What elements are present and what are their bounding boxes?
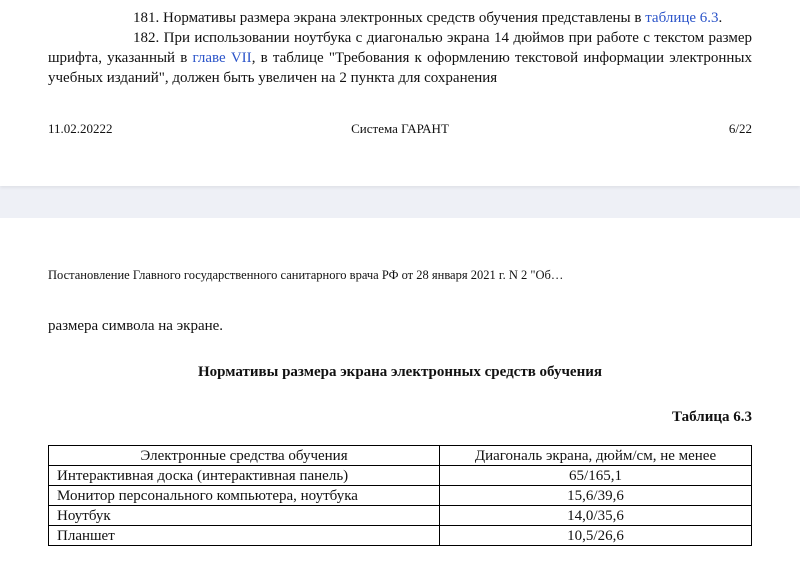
screen-size-norms-table bbox=[48, 445, 752, 546]
table-row bbox=[49, 486, 752, 506]
diagonal-value-cell: 15,6/39,6 bbox=[440, 486, 752, 506]
paragraph-181 bbox=[48, 8, 752, 28]
diagonal-value-cell: 14,0/35,6 bbox=[440, 506, 752, 526]
footer-date: 11.02.20222 bbox=[48, 121, 113, 136]
paragraph-182-text-start: 182. При использовании ноутбука с диагональю экрана 14 дюймов при работе с текстом размер шрифта, указанный в bbox=[48, 30, 752, 66]
device-name-cell: Ноутбук bbox=[49, 506, 440, 526]
footer-page-number: 6/22 bbox=[728, 121, 752, 136]
device-name-cell: Планшет bbox=[49, 526, 440, 546]
chapter-vii-link[interactable]: главе VII bbox=[192, 50, 252, 66]
table-row bbox=[49, 526, 752, 546]
table-number-label: Таблица 6.3 bbox=[672, 409, 752, 425]
diagonal-value-cell: 10,5/26,6 bbox=[440, 526, 752, 546]
document-header: Постановление Главного государственного санитарного врача РФ от 28 января 2021 г. N 2 "Об… bbox=[48, 268, 564, 282]
footer-system-name: Система ГАРАНТ bbox=[351, 121, 449, 136]
paragraph-continuation: размера символа на экране. bbox=[48, 318, 224, 334]
table-title: Нормативы размера экрана электронных средств обучения bbox=[197, 364, 602, 380]
device-name-cell: Монитор персонального компьютера, ноутбука bbox=[49, 486, 440, 506]
paragraph-181-tail: . bbox=[718, 10, 723, 26]
table-header-row bbox=[49, 446, 752, 466]
column-header-diagonal: Диагональ экрана, дюйм/см, не менее bbox=[440, 446, 752, 466]
page-footer bbox=[48, 121, 752, 139]
document-page-bottom bbox=[0, 218, 800, 564]
table-6-3-link[interactable]: таблице 6.3 bbox=[645, 10, 719, 26]
column-header-devices: Электронные средства обучения bbox=[49, 446, 440, 466]
diagonal-value-cell: 65/165,1 bbox=[440, 466, 752, 486]
paragraph-182-text-end: , в таблице "Требования к оформлению текстовой информации электронных учебных изданий", должен быть увеличен на 2 пункта для сохранения bbox=[48, 50, 752, 86]
paragraph-182 bbox=[48, 28, 752, 88]
document-page-top bbox=[0, 0, 800, 186]
device-name-cell: Интерактивная доска (интерактивная панель) bbox=[49, 466, 440, 486]
table-row bbox=[49, 466, 752, 486]
paragraph-181-text: 181. Нормативы размера экрана электронных средств обучения представлены в bbox=[133, 10, 646, 26]
table-row bbox=[49, 506, 752, 526]
